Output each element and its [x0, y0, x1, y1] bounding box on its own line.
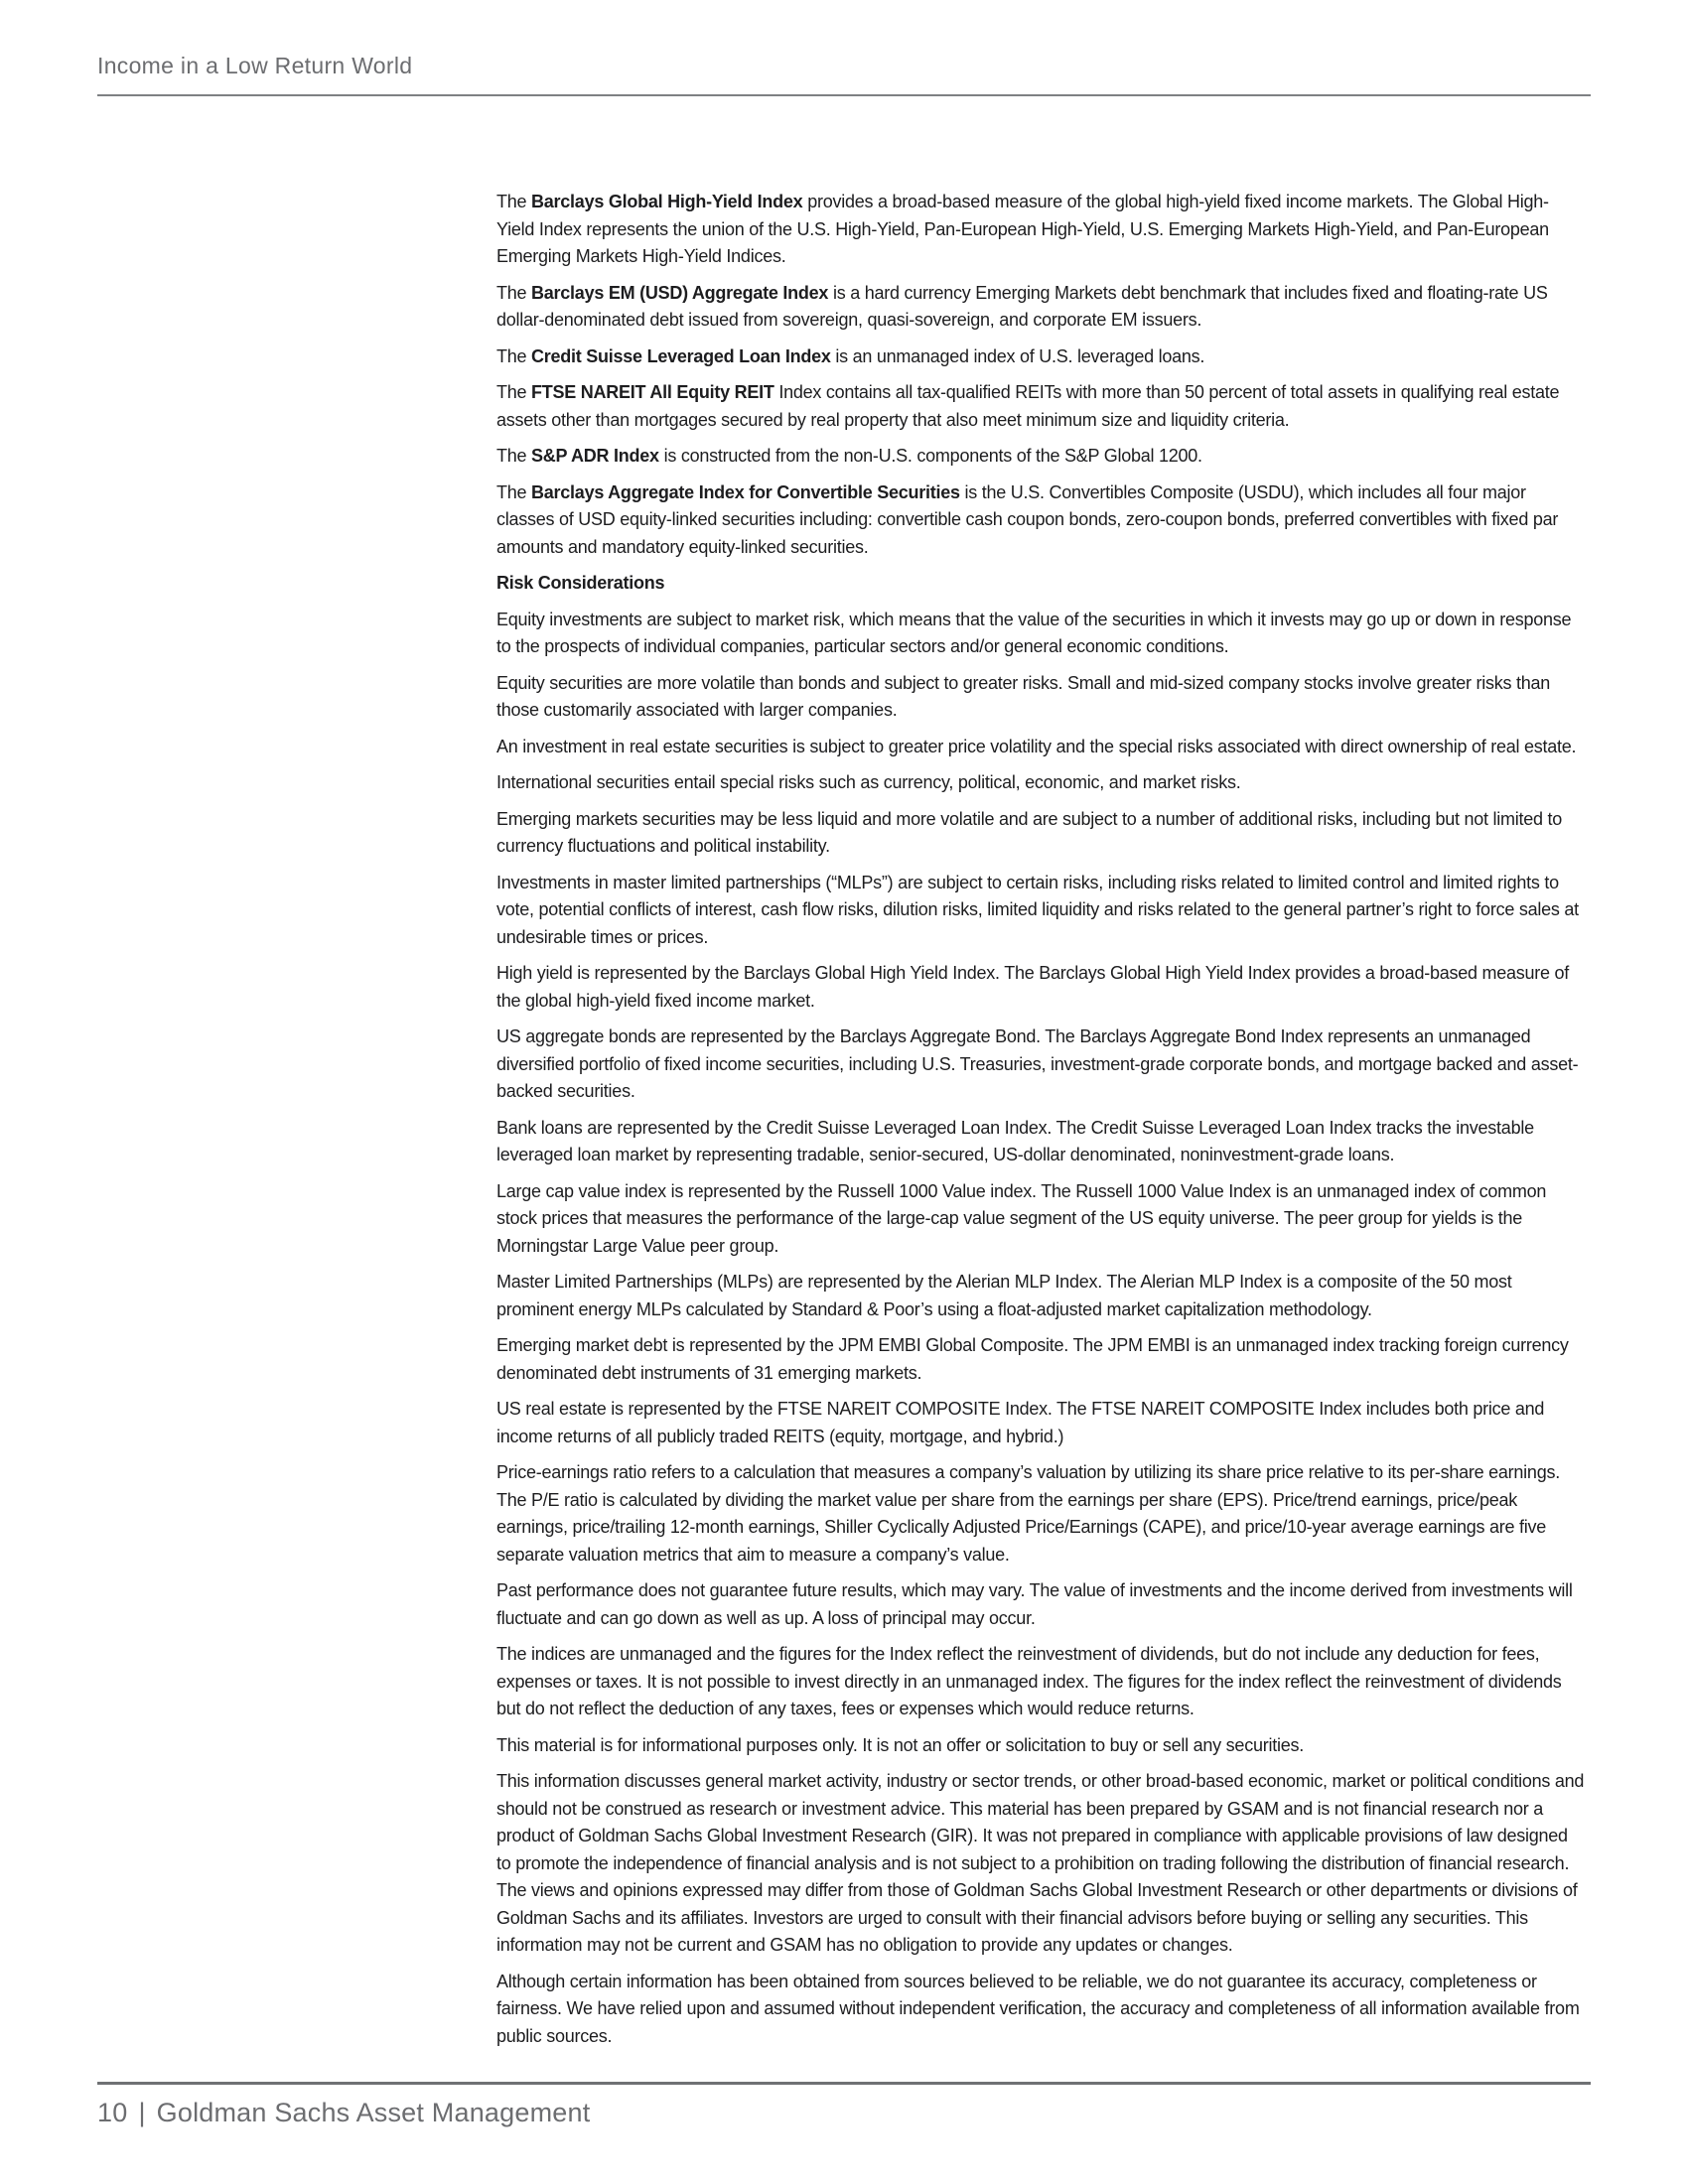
paragraph: [496, 769, 1585, 797]
paragraph-text: The indices are unmanaged and the figures for the Index reflect the reinvestment of dividends, but do not include any deduction for fees, expenses or taxes. It is not possible to invest directly in an unmanaged index. The figures for the index reflect the reinvestment of dividends but do not reflect the deduction of any taxes, fees or expenses which would reduce returns.: [496, 1644, 1562, 1718]
paragraph: [496, 379, 1585, 434]
paragraph: [496, 443, 1585, 471]
paragraph-text: Large cap value index is represented by the Russell 1000 Value index. The Russell 1000 Value Index is an unmanaged index of common stock prices that measures the performance of the large-cap value segment of the US equity universe. The peer group for yields is the Morningstar Large Value peer group.: [496, 1180, 1547, 1256]
paragraph: [496, 960, 1585, 1015]
paragraph: [496, 1577, 1585, 1632]
paragraph-text: is an unmanaged index of U.S. leveraged loans.: [830, 345, 1205, 366]
paragraph: [496, 280, 1585, 335]
paragraph-text: An investment in real estate securities is subject to greater price volatility and the special risks associated with direct ownership of real estate.: [496, 736, 1577, 756]
paragraph: [496, 1024, 1585, 1106]
index-name-bold: Barclays EM (USD) Aggregate Index: [531, 282, 829, 303]
paragraph-text: is the U.S. Convertibles Composite (USDU), which includes all four major classes of USD equity-linked securities including: convertible cash coupon bonds, zero-coupon bonds, preferred convertibles with fixed par amounts and mandatory equity-linked securities.: [496, 481, 1559, 557]
paragraph-text: The: [496, 282, 532, 303]
paragraph-text: Master Limited Partnerships (MLPs) are represented by the Alerian MLP Index. The Alerian MLP Index is a composite of the 50 most prominent energy MLPs calculated by Standard & Poor’s using a float-adjusted market capitalization methodology.: [496, 1272, 1512, 1319]
paragraph-text: US aggregate bonds are represented by the Barclays Aggregate Bond. The Barclays Aggregate Bond Index represents an unmanaged diversified portfolio of fixed income securities, including U.S. Treasuries, investment-grade corporate bonds, and mortgage backed and asset-backed securities.: [496, 1026, 1579, 1101]
paragraph: [496, 1269, 1585, 1323]
paragraph-text: is a hard currency Emerging Markets debt benchmark that includes fixed and floating-rate US dollar-denominated debt issued from sovereign, quasi-sovereign, and corporate EM issuers.: [496, 282, 1548, 330]
paragraph-text: Equity investments are subject to market risk, which means that the value of the securities in which it invests may go up or down in response to the prospects of individual companies, particular sectors and/or general economic conditions.: [496, 609, 1572, 656]
paragraph-text: Bank loans are represented by the Credit Suisse Leveraged Loan Index. The Credit Suisse Leveraged Loan Index tracks the investable leveraged loan market by representing tradable, senior-secured, US-dollar denominated, noninvestment-grade loans.: [496, 1117, 1534, 1164]
paragraph: [496, 607, 1585, 661]
paragraph-text: The: [496, 192, 532, 211]
paragraph-text: Price-earnings ratio refers to a calculation that measures a company’s valuation by utilizing its share price relative to its per-share earnings. The P/E ratio is calculated by dividing the market value per share from the earnings per share (EPS). Price/trend earnings, price/peak earnings, price/trailing 12-month earnings, Shiller Cyclically Adjusted Price/Earnings (CAPE), and price/10-year average earnings are five separate valuation metrics that aim to measure a company’s value.: [496, 1462, 1560, 1565]
paragraph: [496, 734, 1585, 761]
index-name-bold: Barclays Aggregate Index for Convertible Securities: [531, 481, 960, 502]
page-footer: [97, 2097, 590, 2128]
page-number: 10: [97, 2098, 128, 2127]
paragraph: [496, 1459, 1585, 1569]
paragraph-text: Equity securities are more volatile than bonds and subject to greater risks. Small and mid-sized company stocks involve greater risks than those customarily associated with larger companies.: [496, 672, 1551, 720]
index-name-bold: Barclays Global High-Yield Index: [531, 192, 803, 211]
section-heading: Risk Considerations: [496, 573, 665, 593]
paragraph-text: Investments in master limited partnerships (“MLPs”) are subject to certain risks, including risks related to limited control and limited rights to vote, potential conflicts of interest, cash flow risks, dilution risks, limited liquidity and risks related to the general partner’s right to force sales at undesirable times or prices.: [496, 872, 1579, 947]
paragraph-text: provides a broad-based measure of the global high-yield fixed income markets. The Global High-Yield Index represents the union of the U.S. High-Yield, Pan-European High-Yield, U.S. Emerging Markets High-Yield, and Pan-European Emerging Markets High-Yield Indices.: [496, 192, 1549, 266]
paragraph: [496, 670, 1585, 725]
index-name-bold: Credit Suisse Leveraged Loan Index: [531, 345, 831, 366]
paragraph-text: Past performance does not guarantee future results, which may vary. The value of investments and the income derived from investments will fluctuate and can go down as well as up. A loss of principal may occur.: [496, 1580, 1573, 1628]
paragraph-text: International securities entail special risks such as currency, political, economic, and market risks.: [496, 772, 1241, 792]
paragraph: [496, 1768, 1585, 1960]
paragraph-text: The: [496, 481, 532, 502]
paragraph-text: The: [496, 345, 532, 366]
footer-separator: |: [138, 2098, 146, 2127]
body-text: [496, 189, 1585, 2059]
paragraph: [496, 1396, 1585, 1450]
paragraph: [496, 806, 1585, 861]
paragraph-text: is constructed from the non-U.S. components of the S&P Global 1200.: [658, 446, 1202, 466]
paragraph: [496, 479, 1585, 562]
paragraph-text: High yield is represented by the Barclays Global High Yield Index. The Barclays Global High Yield Index provides a broad-based measure of the global high-yield fixed income market.: [496, 963, 1570, 1011]
paragraph-text: This material is for informational purposes only. It is not an offer or solicitation to buy or sell any securities.: [496, 1734, 1304, 1755]
paragraph-text: Emerging markets securities may be less liquid and more volatile and are subject to a number of additional risks, including but not limited to currency fluctuations and political instability.: [496, 808, 1563, 856]
paragraph-text: The: [496, 446, 532, 466]
paragraph-text: This information discusses general market activity, industry or sector trends, or other broad-based economic, market or political conditions and should not be construed as research or investment advice. This material has been prepared by GSAM and is not financial research nor a product of Goldman Sachs Global Investment Research (GIR). It was not prepared in compliance with applicable provisions of law designed to promote the independence of financial analysis and is not subject to a prohibition on trading following the distribution of financial research. The views and opinions expressed may differ from those of Goldman Sachs Global Investment Research or other departments or divisions of Goldman Sachs and its affiliates. Investors are urged to consult with their financial advisors before buying or selling any securities. This information may not be current and GSAM has no obligation to provide any updates or changes.: [496, 1771, 1585, 1955]
footer-brand: Goldman Sachs Asset Management: [156, 2098, 591, 2127]
paragraph: [496, 1332, 1585, 1387]
paragraph-text: The: [496, 382, 532, 402]
paragraph-text: Emerging market debt is represented by the JPM EMBI Global Composite. The JPM EMBI is an unmanaged index tracking foreign currency denominated debt instruments of 31 emerging markets.: [496, 1335, 1569, 1383]
paragraph: [496, 189, 1585, 271]
paragraph-text: US real estate is represented by the FTSE NAREIT COMPOSITE Index. The FTSE NAREIT COMPOSITE Index includes both price and income returns of all publicly traded REITS (equity, mortgage, and hybrid.): [496, 1399, 1545, 1446]
running-header-title: Income in a Low Return World: [97, 53, 413, 78]
index-name-bold: S&P ADR Index: [531, 446, 659, 466]
paragraph: [496, 1732, 1585, 1760]
footer-divider: [97, 2082, 1591, 2085]
paragraph: [496, 1969, 1585, 2051]
paragraph: [496, 870, 1585, 952]
header-divider: [97, 94, 1591, 96]
paragraph: [496, 1641, 1585, 1723]
index-name-bold: FTSE NAREIT All Equity REIT: [531, 382, 774, 402]
paragraph-text: Index contains all tax-qualified REITs with more than 50 percent of total assets in qualifying real estate assets other than mortgages secured by real property that also meet minimum size and liquidity criteria.: [496, 382, 1560, 430]
paragraph-text: Although certain information has been obtained from sources believed to be reliable, we do not guarantee its accuracy, completeness or fairness. We have relied upon and assumed without independent verification, the accuracy and completeness of all information available from public sources.: [496, 1971, 1580, 2046]
paragraph: [496, 343, 1585, 371]
paragraph: [496, 1115, 1585, 1169]
paragraph: [496, 1178, 1585, 1261]
